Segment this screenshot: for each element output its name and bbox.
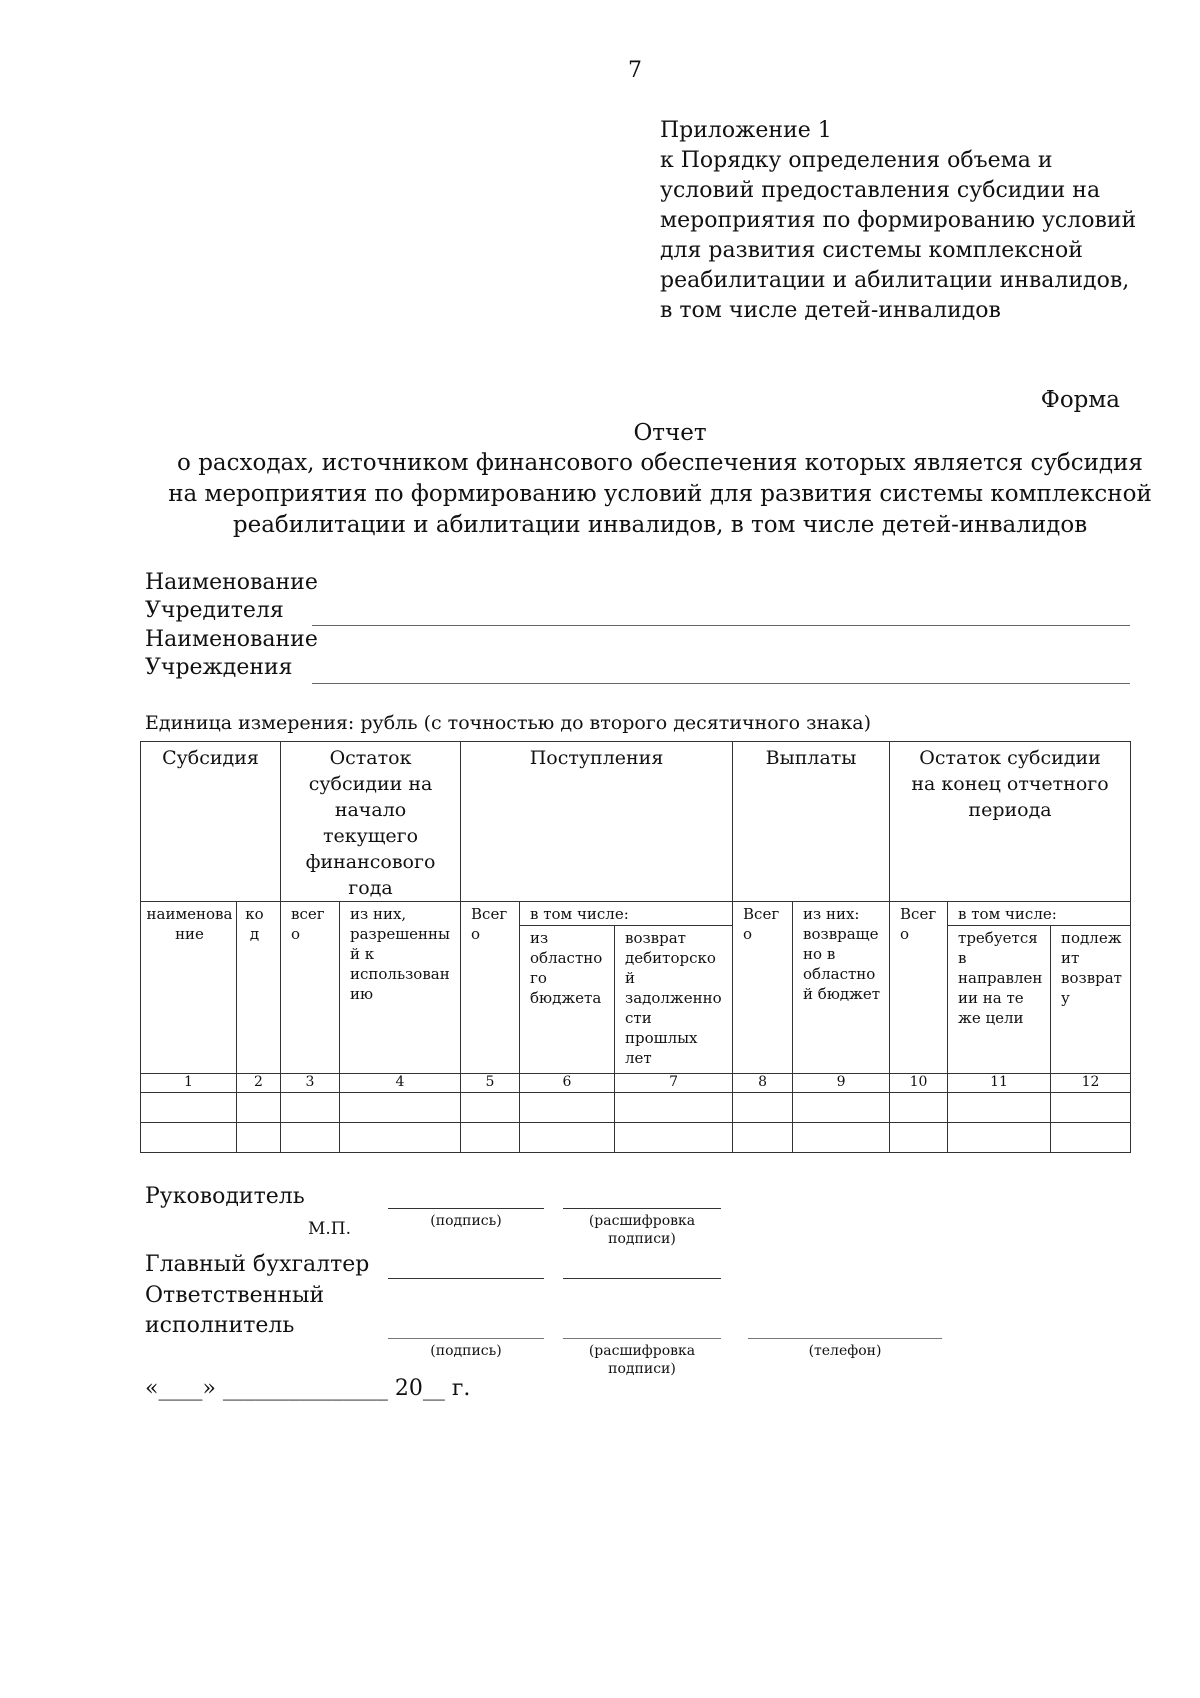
table-cell[interactable] <box>615 1123 733 1153</box>
table-cell[interactable] <box>461 1093 520 1123</box>
report-subtitle-line: о расходах, источником финансового обеспечения которых является субсидия <box>177 450 1143 476</box>
table-cell[interactable] <box>237 1093 281 1123</box>
table-cell[interactable] <box>890 1123 948 1153</box>
institution-label-line: Учреждения <box>145 655 293 680</box>
responsible-phone-line[interactable] <box>748 1338 942 1339</box>
institution-label-line: Наименование <box>145 627 318 652</box>
subheader-including: в том числе: <box>948 902 1131 926</box>
responsible-decoding-caption <box>563 1342 721 1378</box>
founder-label-line: Наименование <box>145 570 318 595</box>
stamp-label: М.П. <box>308 1219 352 1239</box>
subheader-name: наименова ние <box>141 902 237 1074</box>
table-header-row <box>141 742 1131 902</box>
chief-accountant-label: Главный бухгалтер <box>145 1252 370 1277</box>
subheader-total: Всег о <box>890 902 948 1074</box>
subheader-total: всег о <box>281 902 340 1074</box>
column-number: 4 <box>340 1074 461 1093</box>
table-cell[interactable] <box>340 1123 461 1153</box>
table-cell[interactable] <box>733 1123 793 1153</box>
report-subtitle <box>150 448 1170 541</box>
column-number: 3 <box>281 1074 340 1093</box>
table-cell[interactable] <box>281 1093 340 1123</box>
unit-of-measure: Единица измерения: рубль (с точностью до второго десятичного знака) <box>145 712 872 734</box>
appendix-line: Приложение 1 <box>660 118 832 143</box>
table-cell[interactable] <box>890 1093 948 1123</box>
column-number: 5 <box>461 1074 520 1093</box>
subheader-code: ко д <box>237 902 281 1074</box>
head-decoding-caption <box>563 1212 721 1248</box>
subheader-returned: из них: возвраще но в областно й бюджет <box>793 902 890 1074</box>
appendix-line: условий предоставления субсидии на <box>660 178 1101 203</box>
decoding-caption-line: подписи) <box>608 1231 676 1247</box>
column-number: 12 <box>1051 1074 1131 1093</box>
table-cell[interactable] <box>141 1093 237 1123</box>
accountant-decoding-line[interactable] <box>563 1278 721 1279</box>
column-number: 7 <box>615 1074 733 1093</box>
responsible-label-line: Ответственный <box>145 1283 325 1308</box>
table-cell[interactable] <box>237 1123 281 1153</box>
header-payments: Выплаты <box>733 742 890 902</box>
head-decoding-line[interactable] <box>563 1208 721 1209</box>
accountant-signature-line[interactable] <box>388 1278 544 1279</box>
table-cell[interactable] <box>793 1123 890 1153</box>
founder-field[interactable] <box>312 625 1130 626</box>
appendix-line: в том числе детей-инвалидов <box>660 298 1001 323</box>
responsible-signature-caption: (подпись) <box>430 1343 502 1359</box>
column-number: 9 <box>793 1074 890 1093</box>
table-cell[interactable] <box>615 1093 733 1123</box>
subheader-to-return: подлеж ит возврат у <box>1051 926 1131 1074</box>
table-cell[interactable] <box>281 1123 340 1153</box>
table-subheader-row <box>141 902 1131 926</box>
table-cell[interactable] <box>141 1123 237 1153</box>
founder-label <box>145 569 318 625</box>
report-subtitle-line: на мероприятия по формированию условий для развития системы комплексной <box>168 481 1152 507</box>
responsible-signature-line[interactable] <box>388 1338 544 1339</box>
column-number: 8 <box>733 1074 793 1093</box>
responsible-decoding-line[interactable] <box>563 1338 721 1339</box>
responsible-label-line: исполнитель <box>145 1313 295 1338</box>
form-label: Форма <box>1040 387 1120 413</box>
head-signature-line[interactable] <box>388 1208 544 1209</box>
subheader-regional: из областно го бюджета <box>520 926 615 1074</box>
subheader-debt-return: возврат дебиторско й задолженно сти прошлых лет <box>615 926 733 1074</box>
table-row <box>141 1123 1131 1153</box>
subheader-total: Всег о <box>461 902 520 1074</box>
decoding-caption-line: подписи) <box>608 1361 676 1377</box>
institution-label <box>145 626 318 682</box>
table-cell[interactable] <box>520 1093 615 1123</box>
subheader-allowed: из них, разрешенны й к использован ию <box>340 902 461 1074</box>
header-receipts: Поступления <box>461 742 733 902</box>
decoding-caption-line: (расшифровка <box>588 1213 696 1229</box>
subheader-including: в том числе: <box>520 902 733 926</box>
header-balance-end: Остаток субсидии на конец отчетного периода <box>890 742 1131 902</box>
appendix-block <box>660 116 1136 326</box>
appendix-line: реабилитации и абилитации инвалидов, <box>660 268 1130 293</box>
column-number: 1 <box>141 1074 237 1093</box>
appendix-line: мероприятия по формированию условий <box>660 208 1137 233</box>
page-number: 7 <box>628 58 642 83</box>
decoding-caption-line: (расшифровка <box>588 1343 696 1359</box>
responsible-label <box>145 1281 324 1341</box>
table-cell[interactable] <box>520 1123 615 1153</box>
table-cell[interactable] <box>1051 1093 1131 1123</box>
report-subtitle-line: реабилитации и абилитации инвалидов, в том числе детей-инвалидов <box>232 512 1088 538</box>
column-number: 11 <box>948 1074 1051 1093</box>
table-cell[interactable] <box>948 1123 1051 1153</box>
table-cell[interactable] <box>793 1093 890 1123</box>
header-balance-start: Остаток субсидии на начало текущего финансового года <box>281 742 461 902</box>
appendix-line: к Порядку определения объема и <box>660 148 1053 173</box>
table-cell[interactable] <box>733 1093 793 1123</box>
column-number: 10 <box>890 1074 948 1093</box>
head-signature-caption: (подпись) <box>430 1213 502 1229</box>
subheader-total: Всег о <box>733 902 793 1074</box>
table-row <box>141 1093 1131 1123</box>
report-table <box>140 741 1131 1153</box>
date-line[interactable]: «____» _______________ 20__ г. <box>145 1376 471 1401</box>
table-cell[interactable] <box>340 1093 461 1123</box>
head-label: Руководитель <box>145 1184 305 1209</box>
phone-caption: (телефон) <box>808 1343 882 1359</box>
column-number-row <box>141 1074 1131 1093</box>
table-cell[interactable] <box>948 1093 1051 1123</box>
table-cell[interactable] <box>461 1123 520 1153</box>
table-cell[interactable] <box>1051 1123 1131 1153</box>
institution-field[interactable] <box>312 683 1130 684</box>
founder-label-line: Учредителя <box>145 598 284 623</box>
subheader-required: требуется в направлен ии на те же цели <box>948 926 1051 1074</box>
report-title: Отчет <box>633 420 707 446</box>
appendix-line: для развития системы комплексной <box>660 238 1083 263</box>
header-subsidy: Субсидия <box>141 742 281 902</box>
column-number: 6 <box>520 1074 615 1093</box>
column-number: 2 <box>237 1074 281 1093</box>
